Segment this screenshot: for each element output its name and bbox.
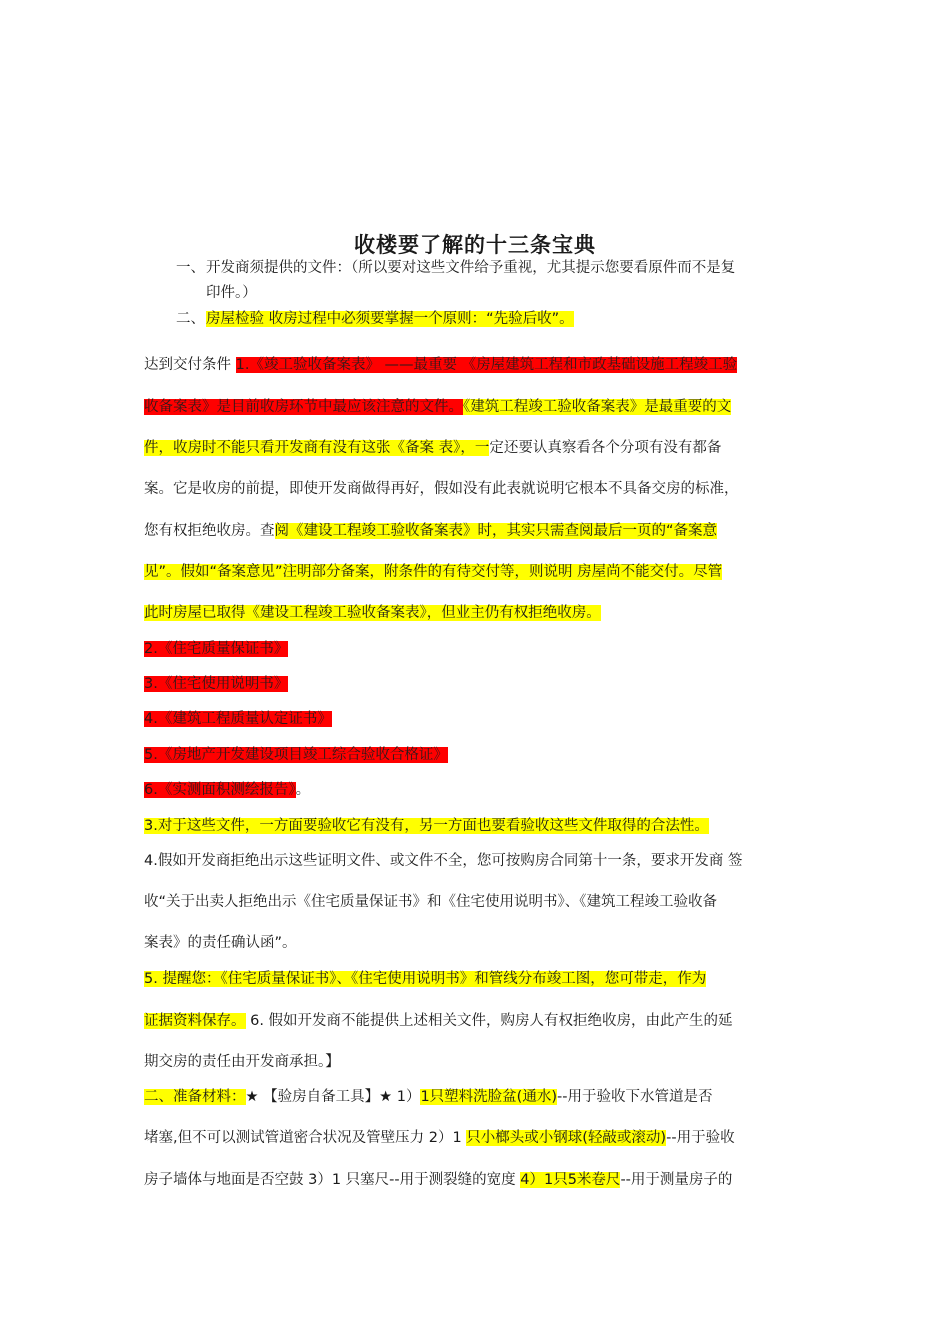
para1-label: 达到交付条件 [144, 357, 236, 373]
item-5-line-2 [144, 1010, 808, 1032]
item-6-text: 6. 假如开发商不能提供上述相关文件，购房人有权拒绝收房，由此产生的延 [245, 1013, 733, 1029]
prep-line-1 [144, 1086, 808, 1108]
prep-line-2-plain: 堵塞,但不可以测试管道密合状况及管壁压力 2）1 [144, 1130, 467, 1146]
doc-item-5 [144, 744, 808, 766]
prep-heading: 二、准备材料： [144, 1089, 246, 1105]
para1-line-5 [144, 520, 808, 542]
item-5-yellow-1: 5. 提醒您：《住宅质量保证书》、《住宅使用说明书》和管线分布竣工图，您可带走，作为 [144, 971, 707, 987]
para1-yellow-6: 见”。假如“备案意见”注明部分备案，附条件的有待交付等，则说明 房屋尚不能交付。尽管 [144, 564, 723, 580]
item-4-line-2: 收“关于出卖人拒绝出示《住宅质量保证书》和《住宅使用说明书》、《建筑工程竣工验收备 [144, 894, 718, 910]
prep-tool-4: 4）1只5米卷尺 [520, 1172, 621, 1188]
para1-yellow-3: 件，收房时不能只看开发商有没有这张《备案 表》，一 [144, 440, 490, 456]
prep-tool-1-desc: --用于验收下水管道是否 [557, 1089, 713, 1105]
prep-line-2 [144, 1127, 808, 1149]
doc-item-3 [144, 673, 808, 695]
item-5-line-1 [144, 968, 808, 990]
para1-line-7 [144, 602, 808, 624]
section-2-number: 二、 [176, 311, 205, 327]
para1-line-1 [144, 354, 808, 376]
doc-item-6-suffix: 。 [295, 782, 311, 798]
item-4-line-1: 4.假如开发商拒绝出示这些证明文件、或文件不全，您可按购房合同第十一条，要求开发商 签 [144, 853, 743, 869]
para1-line-4: 案。它是收房的前提，即使开发商做得再好，假如没有此表就说明它根本不具备交房的标准， [144, 481, 739, 497]
item-6-line-2: 期交房的责任由开发商承担。】 [144, 1054, 340, 1070]
para1-yellow-5: 阅《建设工程竣工验收备案表》时，其实只需查阅最后一页的“备案意 [274, 523, 718, 539]
para1-red-1: 1.《竣工验收备案表》 ——最重要 《房屋建筑工程和市政基础设施工程竣工验 [235, 357, 738, 373]
prep-tool-2-desc: --用于验收 [666, 1130, 735, 1146]
section-1-text: 开发商须提供的文件：（所以要对这些文件给予重视，尤其提示您要看原件而不是复 [206, 260, 736, 276]
section-1-continuation: 印件。） [206, 285, 257, 301]
doc-item-6-text: 6.《实测面积测绘报告》 [144, 782, 296, 798]
para1-plain-3: 定还要认真察看各个分项有没有都备 [489, 440, 722, 456]
para1-yellow-2: 《建筑工程竣工验收备案表》是最重要的文 [463, 399, 732, 415]
para1-red-2: 收备案表》是目前收房环节中最应该注意的文件。 [144, 399, 463, 415]
prep-line-3 [144, 1169, 808, 1191]
doc-item-4 [144, 708, 808, 730]
section-1-number: 一、 [176, 260, 205, 276]
doc-item-2 [144, 638, 808, 660]
para1-line-2 [144, 396, 808, 418]
item-4-line-3: 案表》的责任确认函”。 [144, 935, 297, 951]
doc-item-2-text: 2.《住宅质量保证书》 [144, 641, 289, 657]
doc-item-4-text: 4.《建筑工程质量认定证书》 [144, 711, 332, 727]
item-3-line [144, 815, 808, 837]
prep-line-3-plain: 房子墙体与地面是否空鼓 3）1 只塞尺--用于测裂缝的宽度 [144, 1172, 521, 1188]
page-title: 收楼要了解的十三条宝典 [354, 233, 596, 257]
para1-yellow-7: 此时房屋已取得《建设工程竣工验收备案表》，但业主仍有权拒绝收房。 [144, 605, 601, 621]
prep-tool-2: 只小榔头或小钢球(轻敲或滚动) [466, 1130, 667, 1146]
prep-tools-label: ★ 【验房自备工具】★ 1） [245, 1089, 421, 1105]
section-2-text: 房屋检验 收房过程中必须要掌握一个原则：“先验后收”。 [206, 311, 574, 327]
item-5-yellow-2: 证据资料保存。 [144, 1013, 246, 1029]
doc-item-5-text: 5.《房地产开发建设项目竣工综合验收合格证》 [144, 747, 448, 763]
prep-tool-1: 1只塑料洗脸盆(通水) [420, 1089, 557, 1105]
section-1-line [176, 257, 840, 279]
prep-tool-4-desc: --用于测量房子的 [620, 1172, 733, 1188]
doc-item-3-text: 3.《住宅使用说明书》 [144, 676, 289, 692]
para1-line-3 [144, 437, 808, 459]
para1-line-6 [144, 561, 808, 583]
para1-plain-5: 您有权拒绝收房。查 [144, 523, 275, 539]
section-2-line [176, 308, 840, 330]
item-3-text: 3.对于这些文件，一方面要验收它有没有，另一方面也要看验收这些文件取得的合法性。 [144, 818, 709, 834]
doc-item-6 [144, 779, 808, 801]
